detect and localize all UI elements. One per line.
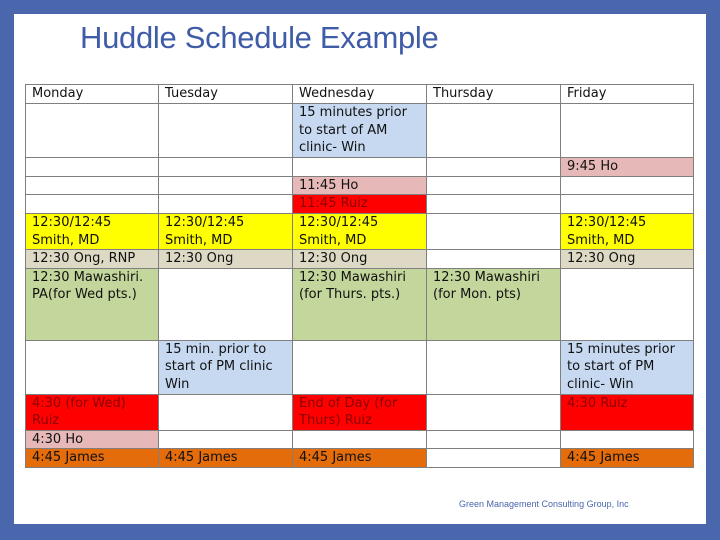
schedule-cell-wednesday: 12:30 Ong — [293, 250, 427, 269]
table-row — [26, 250, 694, 269]
schedule-cell-friday: 4:45 James — [561, 449, 694, 468]
schedule-cell-monday — [26, 157, 159, 176]
schedule-cell-wednesday: 15 minutes prior to start of AM clinic- Win — [293, 104, 427, 158]
schedule-cell-tuesday: 15 min. prior to start of PM clinic Win — [159, 340, 293, 394]
table-row — [26, 268, 694, 340]
schedule-cell-thursday — [427, 340, 561, 394]
schedule-cell-wednesday — [293, 430, 427, 449]
schedule-cell-wednesday — [293, 157, 427, 176]
table-row — [26, 195, 694, 214]
schedule-cell-friday: 9:45 Ho — [561, 157, 694, 176]
column-header-wednesday: Wednesday — [293, 85, 427, 104]
schedule-cell-thursday — [427, 394, 561, 430]
schedule-cell-wednesday: 12:30 Mawashiri (for Thurs. pts.) — [293, 268, 427, 340]
schedule-cell-tuesday: 12:30 Ong — [159, 250, 293, 269]
table-row — [26, 214, 694, 250]
schedule-cell-monday — [26, 104, 159, 158]
schedule-cell-thursday — [427, 157, 561, 176]
schedule-cell-friday — [561, 268, 694, 340]
schedule-cell-friday — [561, 176, 694, 195]
schedule-cell-friday: 12:30 Ong — [561, 250, 694, 269]
schedule-cell-thursday — [427, 195, 561, 214]
schedule-cell-friday: 12:30/12:45 Smith, MD — [561, 214, 694, 250]
schedule-cell-wednesday — [293, 340, 427, 394]
table-row — [26, 104, 694, 158]
schedule-cell-monday: 12:30 Ong, RNP — [26, 250, 159, 269]
column-header-tuesday: Tuesday — [159, 85, 293, 104]
schedule-cell-thursday — [427, 250, 561, 269]
schedule-cell-monday: 12:30 Mawashiri. PA(for Wed pts.) — [26, 268, 159, 340]
schedule-cell-wednesday: End of Day (for Thurs) Ruiz — [293, 394, 427, 430]
schedule-cell-tuesday: 12:30/12:45 Smith, MD — [159, 214, 293, 250]
schedule-cell-thursday — [427, 449, 561, 468]
column-header-thursday: Thursday — [427, 85, 561, 104]
schedule-cell-tuesday — [159, 157, 293, 176]
schedule-cell-thursday: 12:30 Mawashiri (for Mon. pts) — [427, 268, 561, 340]
schedule-cell-friday — [561, 195, 694, 214]
table-row — [26, 157, 694, 176]
schedule-cell-thursday — [427, 176, 561, 195]
schedule-cell-friday: 15 minutes prior to start of PM clinic- Win — [561, 340, 694, 394]
schedule-cell-monday — [26, 195, 159, 214]
schedule-cell-monday: 4:45 James — [26, 449, 159, 468]
table-row — [26, 340, 694, 394]
schedule-cell-tuesday — [159, 268, 293, 340]
schedule-cell-wednesday: 12:30/12:45 Smith, MD — [293, 214, 427, 250]
table-row — [26, 449, 694, 468]
schedule-cell-wednesday: 11:45 Ho — [293, 176, 427, 195]
column-header-friday: Friday — [561, 85, 694, 104]
footer-text: Green Management Consulting Group, Inc — [459, 499, 629, 509]
huddle-schedule-table — [25, 84, 694, 468]
schedule-cell-monday: 4:30 (for Wed) Ruiz — [26, 394, 159, 430]
schedule-cell-monday: 12:30/12:45 Smith, MD — [26, 214, 159, 250]
schedule-cell-thursday — [427, 104, 561, 158]
schedule-cell-tuesday — [159, 394, 293, 430]
schedule-cell-thursday — [427, 430, 561, 449]
schedule-cell-tuesday — [159, 176, 293, 195]
schedule-cell-friday: 4:30 Ruiz — [561, 394, 694, 430]
schedule-cell-wednesday: 11:45 Ruiz — [293, 195, 427, 214]
schedule-cell-monday — [26, 176, 159, 195]
schedule-cell-wednesday: 4:45 James — [293, 449, 427, 468]
table-row — [26, 394, 694, 430]
column-header-monday: Monday — [26, 85, 159, 104]
schedule-cell-tuesday — [159, 430, 293, 449]
schedule-cell-friday — [561, 104, 694, 158]
schedule-cell-thursday — [427, 214, 561, 250]
schedule-cell-tuesday: 4:45 James — [159, 449, 293, 468]
slide-title: Huddle Schedule Example — [80, 20, 439, 55]
schedule-cell-tuesday — [159, 195, 293, 214]
table-row — [26, 176, 694, 195]
schedule-cell-tuesday — [159, 104, 293, 158]
schedule-cell-friday — [561, 430, 694, 449]
schedule-cell-monday: 4:30 Ho — [26, 430, 159, 449]
schedule-cell-monday — [26, 340, 159, 394]
table-row — [26, 430, 694, 449]
